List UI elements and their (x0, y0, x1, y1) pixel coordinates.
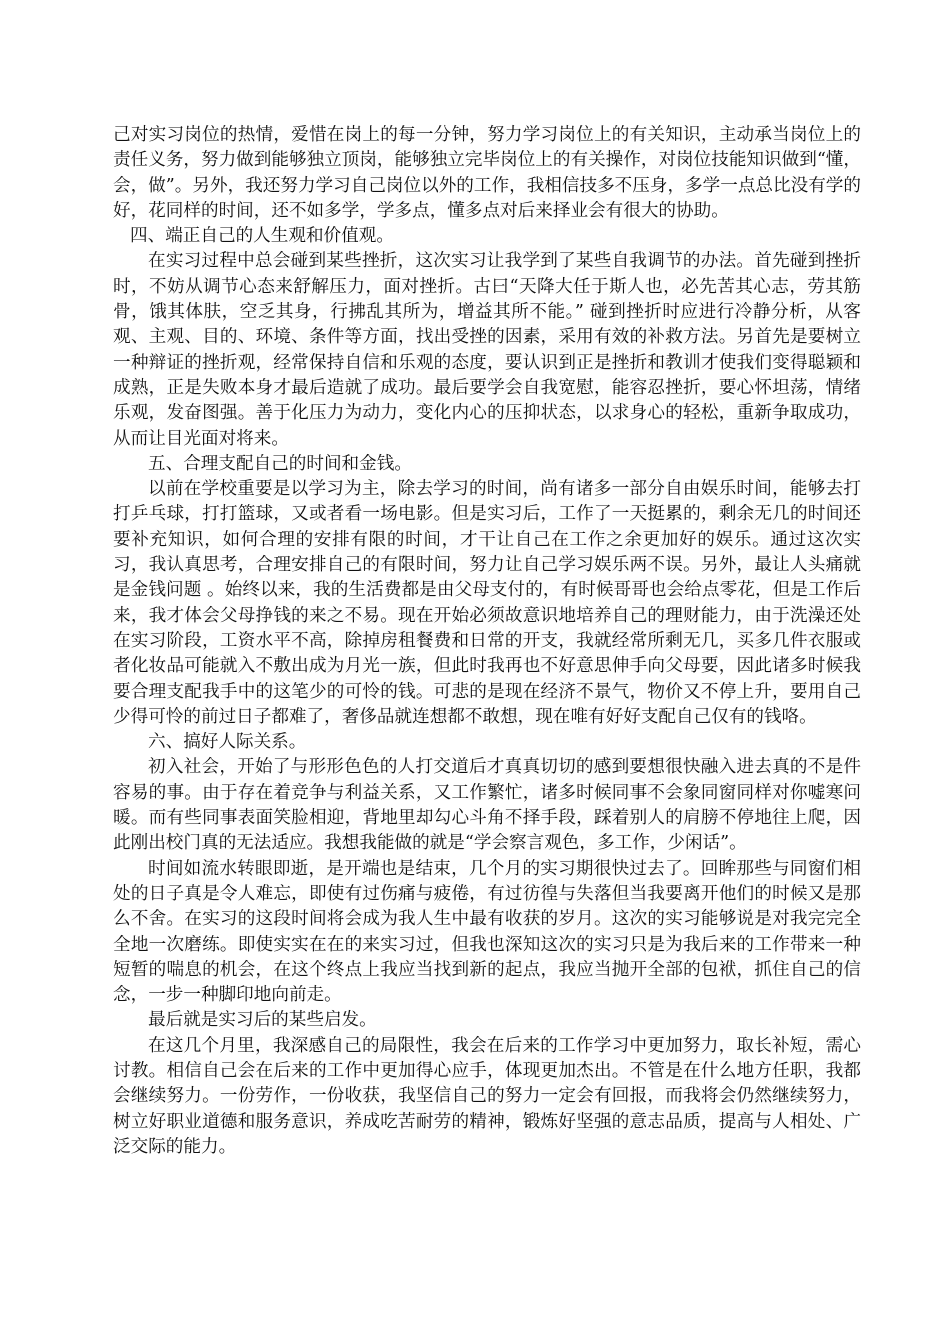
document-body (113, 123, 861, 1160)
paragraph: 在这几个月里，我深感自己的局限性，我会在后来的工作学习中更加努力，取长补短，需心讨教。相信自己会在后来的工作中更加得心应手，体现更加杰出。不管是在什么地方任职，我都会继续努力。一份劳作，一份收获，我坚信自己的努力一定会有回报，而我将会仍然继续努力，树立好职业道德和服务意识，养成吃苦耐劳的精神，锻炼好坚强的意志品质，提高与人相处、广泛交际的能力。 (113, 1035, 861, 1157)
paragraph: 初入社会，开始了与形形色色的人打交道后才真真切切的感到要想很快融入进去真的不是件容易的事。由于存在着竞争与利益关系，又工作繁忙，诸多时候同事不会象同窗同样对你嘘寒问暖。而有些同事表面笑脸相迎，背地里却勾心斗角不择手段，踩着别人的肩膀不停地往上爬，因此刚出校门真的无法适应。我想我能做的就是“学会察言观色，多工作，少闲话”。 (113, 757, 861, 854)
paragraph-continued: 己对实习岗位的热情，爱惜在岗上的每一分钟，努力学习岗位上的有关知识，主动承当岗位上的责任义务，努力做到能够独立顶岗，能够独立完毕岗位上的有关操作，对岗位技能知识做到“懂，会，做”。另外，我还努力学习自己岗位以外的工作，我相信技多不压身，多学一点总比没有学的好，花同样的时间，还不如多学，学多点，懂多点对后来择业会有很大的协助。 (113, 125, 861, 221)
closing-heading: 最后就是实习后的某些启发。 (148, 1010, 377, 1031)
section-heading-6: 六、搞好人际关系。 (148, 732, 307, 753)
section-heading-4: 四、端正自己的人生观和价值观。 (130, 226, 394, 247)
paragraph: 时间如流水转眼即逝，是开端也是结束，几个月的实习期很快过去了。回眸那些与同窗们相处的日子真是令人难忘，即使有过伤痛与疲倦，有过彷徨与失落但当我要离开他们的时候又是那么不舍。在实习的这段时间将会成为我人生中最有收获的岁月。这次的实习能够说是对我完完全全地一次磨练。即使实实在在的来实习过，但我也深知这次的实习只是为我后来的工作带来一种短暂的喘息的机会，在这个终点上我应当找到新的起点，我应当抛开全部的包袱，抓住自己的信念，一步一种脚印地向前走。 (113, 858, 861, 1006)
paragraph: 以前在学校重要是以学习为主，除去学习的时间，尚有诸多一部分自由娱乐时间，能够去打打乒乓球，打打篮球，又或者看一场电影。但是实习后，工作了一天挺累的，剩余无几的时间还要补充知识，如何合理的安排有限的时间，才干让自己在工作之余更加好的娱乐。通过这次实习，我认真思考，合理安排自己的有限时间，努力让自己学习娱乐两不误。另外，最让人头痛就是金钱问题 。始终以来，我的生活费都是由父母支付的，有时候哥哥也会给点零花，但是工作后来，我才体会父母挣钱的来之不易。现在开始必须故意识地培养自己的理财能力，由于洗澡还处在实习阶段，工资水平不高，除掉房租餐费和日常的开支，我就经常所剩无几，买多几件衣服或者化妆品可能就入不敷出成为月光一族，但此时我再也不好意思伸手向父母要，因此诸多时候我要合理支配我手中的这笔少的可怜的钱。可悲的是现在经济不景气，物价又不停上升，要用自己少得可怜的前过日子都难了，奢侈品就连想都不敢想，现在唯有好好支配自己仅有的钱咯。 (113, 479, 861, 727)
paragraph: 在实习过程中总会碰到某些挫折，这次实习让我学到了某些自我调节的办法。首先碰到挫折时，不妨从调节心态来舒解压力，面对挫折。古曰“天降大任于斯人也，必先苦其心志，劳其筋骨，饿其体肤，空乏其身，行拂乱其所为，增益其所不能。” 碰到挫折时应进行冷静分析，从客观、主观、目的、环境、条件等方面，找出受挫的因素，采用有效的补救方法。另首先是要树立一种辩证的挫折观，经常保持自信和乐观的态度，要认识到正是挫折和教训才使我们变得聪颖和成熟，正是失败本身才最后造就了成功。最后要学会自我宽慰，能容忍挫折，要心怀坦荡，情绪乐观，发奋图强。善于化压力为动力，变化内心的压抑状态，以求身心的轻松，重新争取成功，从而让目光面对将来。 (113, 251, 861, 449)
section-heading-5: 五、合理支配自己的时间和金钱。 (148, 453, 412, 474)
